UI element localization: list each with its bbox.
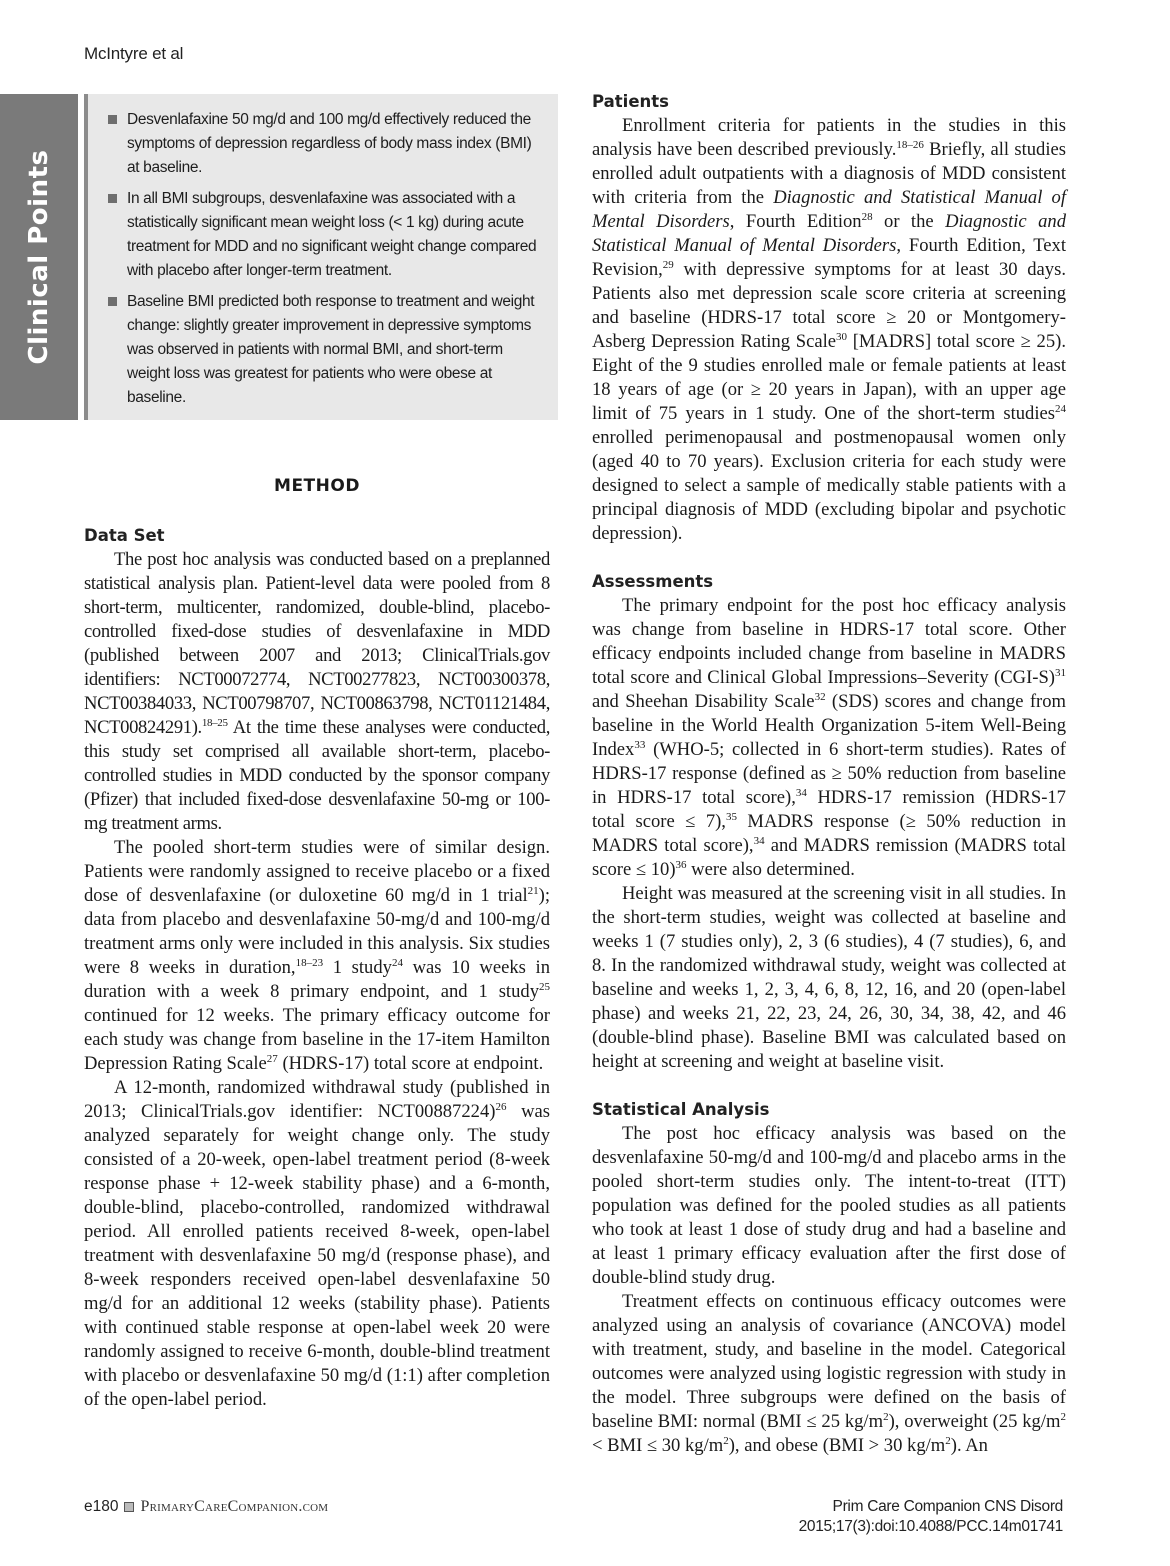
citation-ref: 27 — [266, 1053, 278, 1065]
page-number: e180 — [84, 1498, 119, 1515]
text: HDRS-17 remission (HDRS-17 total score ≤ 7), — [592, 787, 1066, 832]
left-column — [84, 474, 550, 1436]
italic-title: Diagnostic and Statistical Manual of Mental Disorders — [592, 187, 1066, 232]
citation-ref: 18–26 — [896, 139, 924, 151]
text: [MADRS] total score ≥ 25). Eight of the 9 studies enrolled male or female patients at least 18 years of age (or ≥ 20 years in Japan), with an upper age limit of 75 years in 1 study. One of the short-term studies — [592, 331, 1066, 424]
citation-ref: 18–23 — [295, 957, 324, 969]
clinical-point-item — [108, 187, 538, 283]
citation-ref: 33 — [634, 739, 646, 751]
statistical-analysis-section — [592, 1098, 1066, 1458]
subheading-data-set: Data Set — [84, 526, 165, 545]
subheading-patients: Patients — [592, 92, 669, 111]
citation-ref: 32 — [814, 691, 826, 703]
paragraph — [84, 836, 550, 1076]
text: At the time these analyses were conducted, this study set comprised all available short-term, placebo-controlled studies in MDD conducted by the sponsor company (Pfizer) that included fixed-dose desvenlafaxine 50-mg or 100-mg treatment arms. — [84, 717, 550, 834]
text: with depressive symptoms for at least 30 days. Patients also met depression scale score criteria at screening and baseline (HDRS-17 total score ≥ 20 or Montgomery-Asberg Depression Rating Scale — [592, 259, 1066, 352]
clinical-points-list — [108, 108, 538, 410]
text: MADRS response (≥ 50% reduction in MADRS total score), — [592, 811, 1066, 856]
text: Briefly, all studies enrolled adult outpatients with a diagnosis of MDD consistent with criteria from the — [592, 139, 1066, 208]
clinical-point-item — [108, 108, 538, 180]
paragraph — [84, 1076, 550, 1412]
square-bullet-icon — [108, 115, 117, 124]
text: ), overweight (25 kg/m — [888, 1411, 1061, 1432]
clinical-point-text: Baseline BMI predicted both response to treatment and weight change: slightly greater improvement in depressive symptoms was observed in patients with normal BMI, and short-term weight loss was greatest for patients who were obese at baseline. — [127, 293, 535, 406]
text: The pooled short-term studies were of similar design. Patients were randomly assigned to receive placebo or a fixed dose of desvenlafaxine (or duloxetine 60 mg/d in 1 trial — [84, 837, 550, 906]
text: ), and obese (BMI > 30 kg/m — [728, 1435, 946, 1456]
running-head: McIntyre et al — [84, 44, 184, 63]
text: (HDRS-17) total score at endpoint. — [277, 1053, 544, 1074]
text: Treatment effects on continuous efficacy outcomes were analyzed using an analysis of covariance (ANCOVA) model with treatment, study, and baseline in the model. Categorical outcomes were analyzed using logistic regression with study in the model. Three subgroups were defined on the basis of baseline BMI: normal (BMI ≤ 25 kg/m — [592, 1291, 1066, 1432]
footer-site-link[interactable]: PrimaryCareCompanion.com — [140, 1498, 329, 1515]
citation-ref: 36 — [675, 859, 687, 871]
citation-ref: 31 — [1055, 667, 1066, 679]
text: and Sheehan Disability Scale — [592, 691, 815, 712]
text: (SDS) scores and change from baseline in the World Health Organization 5-item Well-Being Index — [592, 691, 1067, 760]
square-separator-icon — [124, 1502, 134, 1512]
paragraph — [592, 114, 1066, 546]
citation-ref: 24 — [1055, 403, 1066, 415]
citation-ref: 24 — [391, 957, 403, 969]
text: Enrollment criteria for patients in the studies in this analysis have been described previously. — [592, 115, 1066, 160]
citation-ref: 25 — [539, 981, 550, 993]
paragraph — [592, 594, 1066, 882]
text: ). An — [950, 1435, 988, 1456]
clinical-point-text: In all BMI subgroups, desvenlafaxine was associated with a statistically significant mean weight loss (< 1 kg) during acute treatment for MDD and no significant weight change compared with placebo after longer-term treatment. — [127, 190, 537, 279]
text: enrolled perimenopausal and postmenopausal women only (aged 40 to 70 years). Exclusion criteria for each study were designed to select a sample of medically stable patients with a principal diagnosis of MDD (excluding bipolar and psychotic depression). — [592, 427, 1066, 544]
text: and MADRS remission (MADRS total score ≤ 10) — [592, 835, 1066, 880]
clinical-points-label: Clinical Points — [24, 149, 54, 365]
text: or the — [872, 211, 946, 232]
clinical-points-tab — [0, 94, 78, 420]
paragraph — [592, 1290, 1066, 1458]
section-title-method: METHOD — [274, 476, 360, 496]
text: The primary endpoint for the post hoc efficacy analysis was change from baseline in HDRS-17 total score. Other efficacy endpoints included change from baseline in MADRS total score and Clinical Global Impressions–Severity (CGI-S) — [592, 595, 1066, 688]
citation-ref: 21 — [527, 885, 539, 897]
superscript: 2 — [723, 1435, 729, 1447]
paragraph — [84, 548, 550, 836]
footer-right — [799, 1497, 1063, 1537]
text: was 10 weeks in duration with a week 8 primary endpoint, and 1 study — [84, 957, 550, 1002]
citation-doi: 2015;17(3):doi:10.4088/PCC.14m01741 — [798, 1518, 1063, 1535]
patients-section — [592, 90, 1066, 546]
paragraph: Height was measured at the screening visit in all studies. In the short-term studies, weight was collected at baseline and weeks 1 (7 studies only), 2, 3 (6 studies), 4 (7 studies), 6, and 8. In the randomized withdrawal study, weight was collected at baseline and weeks 1, 2, 3, 4, 6, 8, 12, 16, and 20 (open-label phase) and weeks 21, 22, 23, 24, 26, 30, 34, 38, 42, and 46 (double-blind phase). Baseline BMI was calculated based on height at screening and weight at baseline visit. — [592, 883, 1066, 1072]
citation-ref: 30 — [836, 331, 847, 343]
text: , Fourth Edition — [729, 211, 862, 232]
text: continued for 12 weeks. The primary efficacy outcome for each study was change from baseline in the 17-item Hamilton Depression Rating Scale — [84, 1005, 550, 1074]
text: , Fourth Edition, Text Revision, — [592, 235, 1066, 280]
journal-name: Prim Care Companion CNS Disord — [832, 1498, 1063, 1515]
citation-ref: 26 — [495, 1101, 507, 1113]
citation-ref: 28 — [861, 211, 873, 223]
assessments-section — [592, 570, 1066, 1074]
clinical-point-text: Desvenlafaxine 50 mg/d and 100 mg/d effectively reduced the symptoms of depression regardless of body mass index (BMI) at baseline. — [127, 111, 532, 176]
citation-ref: 34 — [795, 787, 807, 799]
subheading-assessments: Assessments — [592, 572, 714, 591]
subheading-statistical-analysis: Statistical Analysis — [592, 1100, 770, 1119]
text: 1 study — [323, 957, 392, 978]
text: were also determined. — [686, 859, 855, 880]
clinical-points-box — [88, 94, 558, 420]
footer-left — [84, 1498, 328, 1516]
text: ); data from placebo and desvenlafaxine 50-mg/d and 100-mg/d treatment arms only were included in this analysis. Six studies were 8 weeks in duration, — [84, 885, 550, 978]
text: < BMI ≤ 30 kg/m — [592, 1435, 724, 1456]
square-bullet-icon — [108, 194, 117, 203]
paragraph: The post hoc efficacy analysis was based on the desvenlafaxine 50-mg/d and 100-mg/d and placebo arms in the pooled short-term studies only. The intent-to-treat (ITT) population was defined for the pooled studies as all patients who took at least 1 dose of study drug and had a baseline and at least 1 primary efficacy evaluation after the first dose of double-blind study drug. — [592, 1123, 1066, 1288]
text: A 12-month, randomized withdrawal study (published in 2013; ClinicalTrials.gov identifier: NCT00887224) — [84, 1077, 550, 1122]
superscript: 2 — [1060, 1411, 1066, 1423]
right-column — [592, 90, 1066, 1482]
superscript: 2 — [883, 1411, 889, 1423]
square-bullet-icon — [108, 297, 117, 306]
superscript: 2 — [945, 1435, 951, 1447]
text: was analyzed separately for weight change only. The study consisted of a 20-week, open-label treatment period (8-week response phase + 12-week stability phase) and a 6-month, double-blind, placebo-controlled, randomized withdrawal period. All enrolled patients received 8-week, open-label treatment with desvenlafaxine 50 mg/d (response phase), and 8-week responders received open-label desvenlafaxine 50 mg/d for an additional 12 weeks (stability phase). Patients with continued stable response at open-label week 20 were randomly assigned to receive 6-month, double-blind treatment with placebo or desvenlafaxine 50 mg/d (1:1) after completion of the open-label period. — [84, 1101, 550, 1410]
clinical-point-item — [108, 290, 538, 410]
citation-ref: 35 — [725, 811, 737, 823]
italic-title: Diagnostic and Statistical Manual of Mental Disorders — [592, 211, 1066, 256]
text: (WHO-5; collected in 6 short-term studies). Rates of HDRS-17 response (defined as ≥ 50% reduction from baseline in HDRS-17 total score), — [592, 739, 1066, 808]
citation-ref: 29 — [662, 259, 674, 271]
citation-ref: 18–25 — [201, 717, 228, 729]
data-set-section — [84, 524, 550, 1412]
text: The post hoc analysis was conducted based on a preplanned statistical analysis plan. Patient-level data were pooled from 8 short-term, multicenter, randomized, double-blind, placebo-controlled fixed-dose studies of desvenlafaxine in MDD (published between 2007 and 2013; ClinicalTrials.gov identifiers: NCT00072774, NCT00277823, NCT00300378, NCT00384033, NCT00798707, NCT00863798, NCT01121484, NCT00824291). — [84, 549, 550, 738]
citation-ref: 34 — [753, 835, 765, 847]
